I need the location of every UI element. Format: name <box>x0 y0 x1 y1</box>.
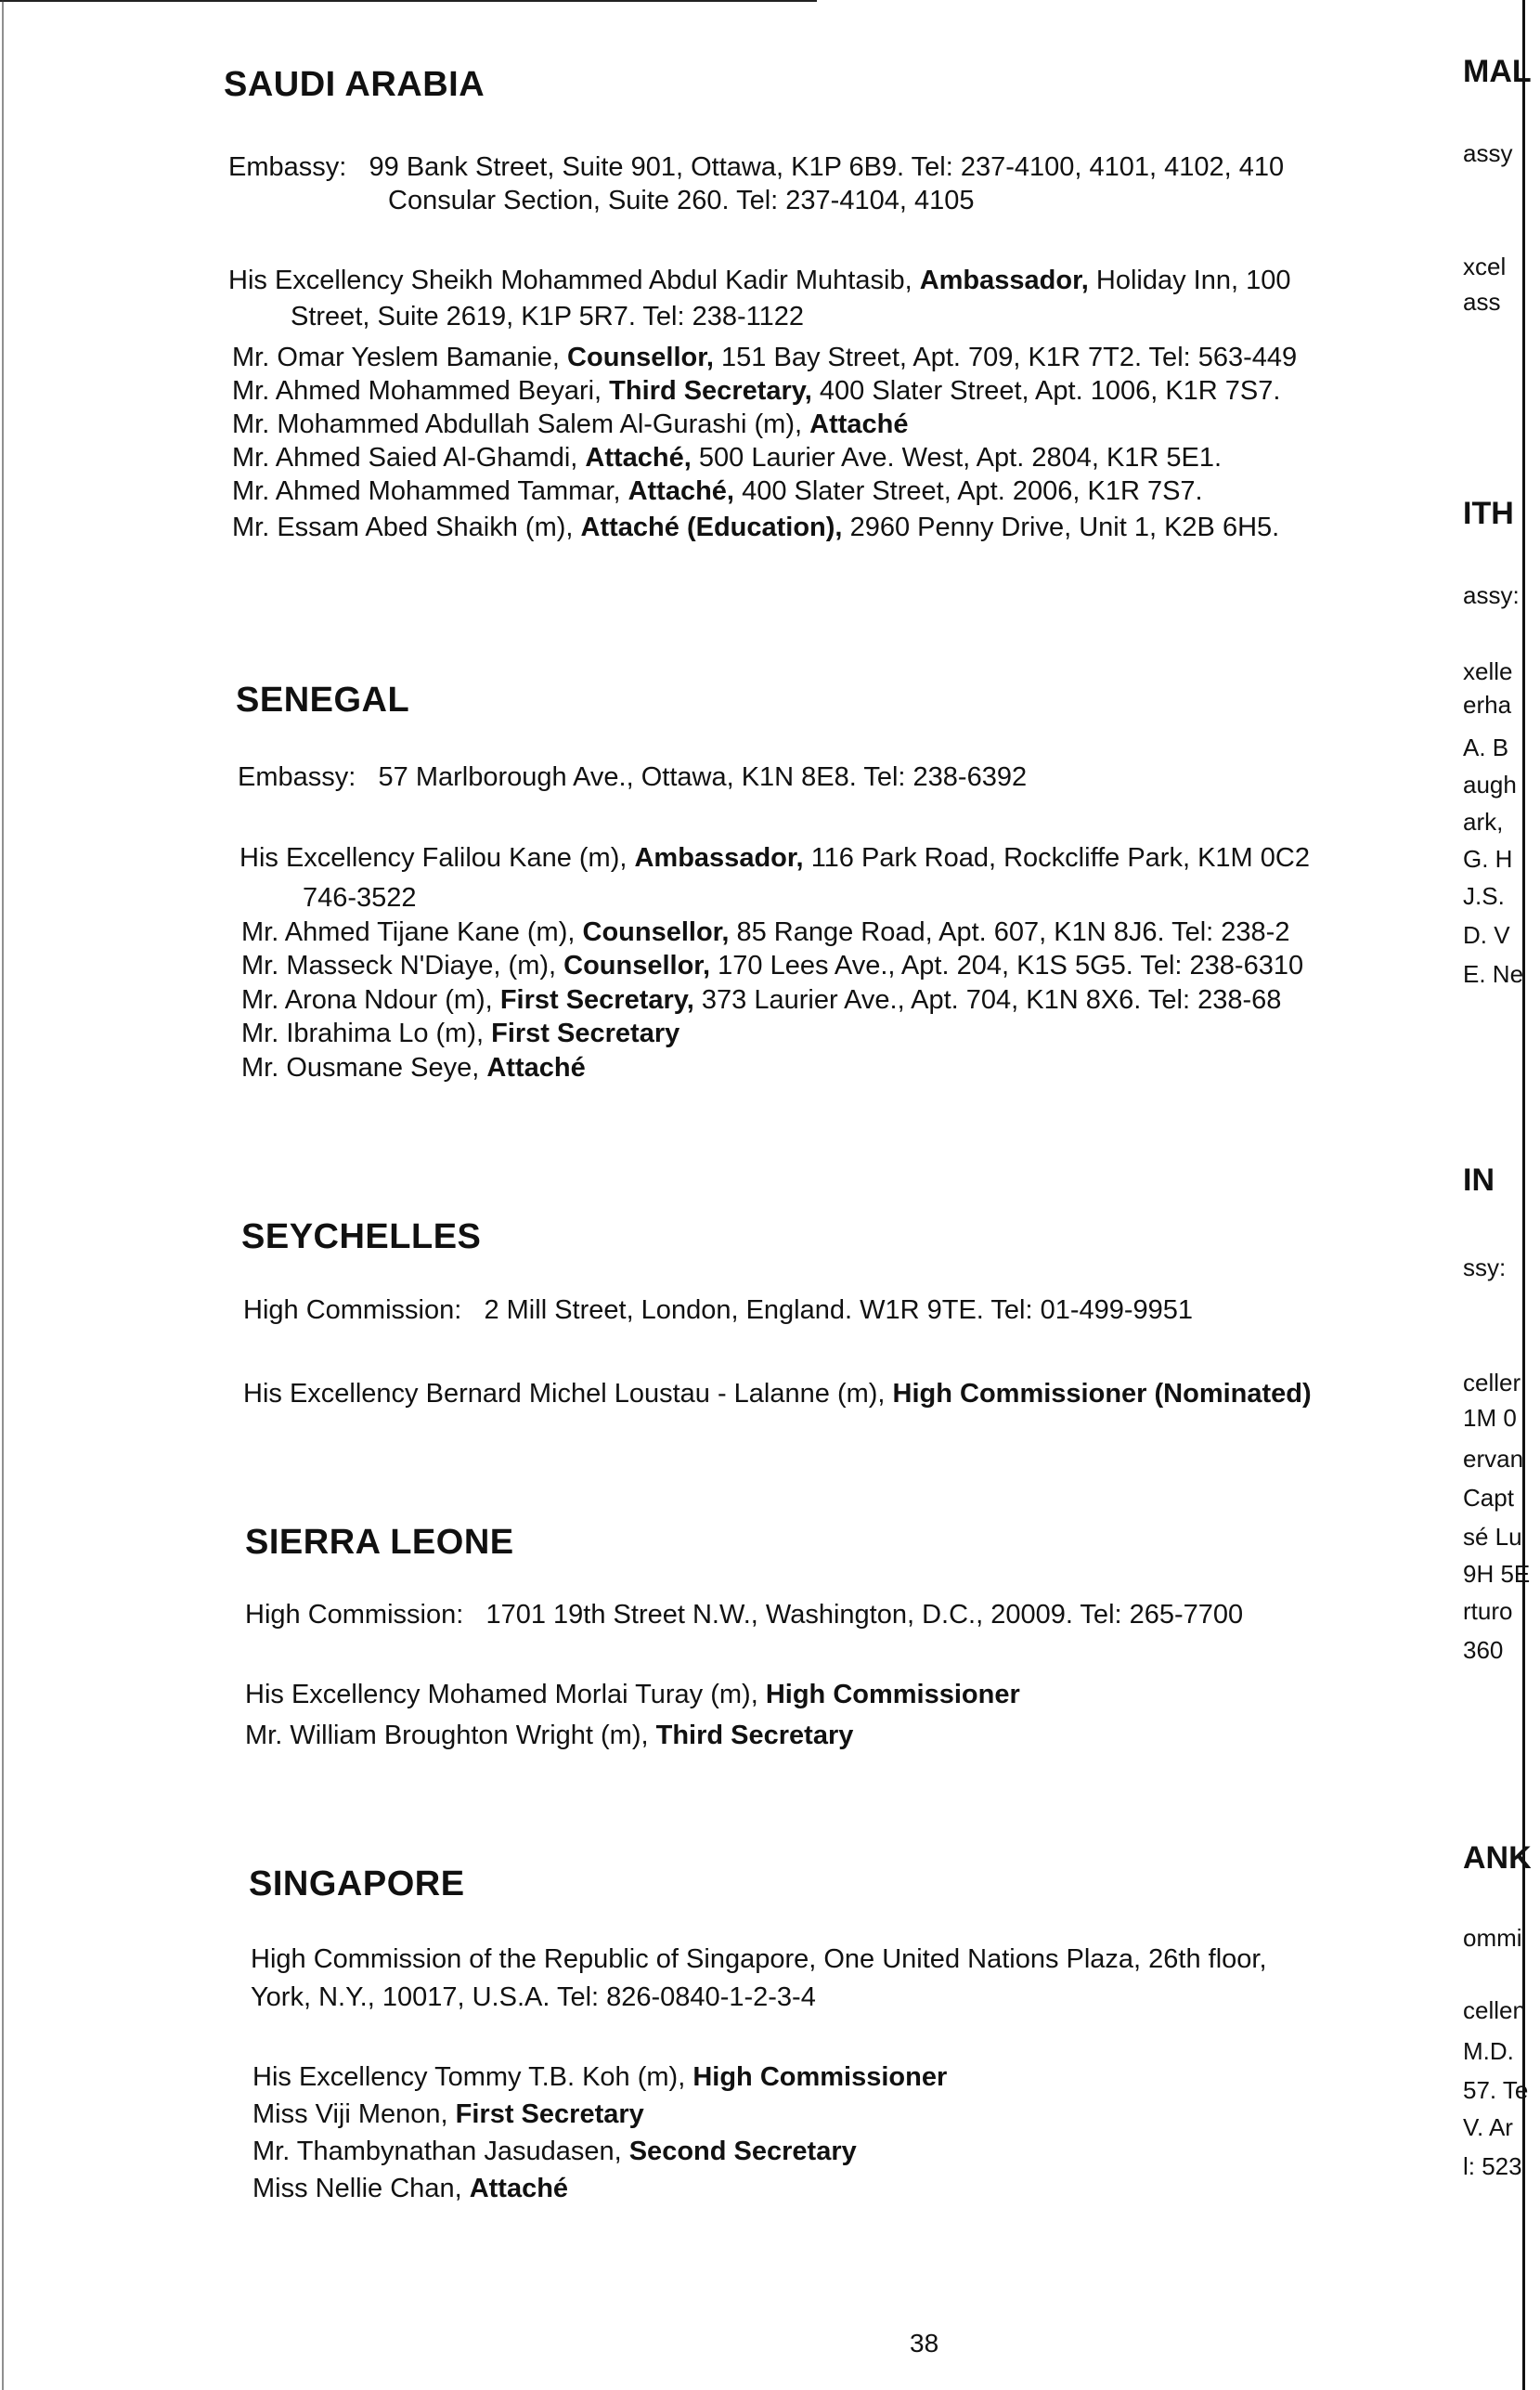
person-title: Second Secretary <box>628 2137 857 2166</box>
gutter-fragment: xelle <box>1463 657 1513 685</box>
person-name: His Excellency Mohamed Morlai Turay (m), <box>245 1680 758 1709</box>
person-address: Holiday Inn, 100 <box>1095 266 1291 295</box>
person-title: Attaché (Education), <box>580 513 843 542</box>
commission-label: High Commission: <box>245 1600 464 1630</box>
gutter-fragment: 9H 5E <box>1463 1560 1531 1588</box>
gutter-fragment: xcel <box>1463 253 1507 280</box>
sierra-leone-commission-line <box>245 1599 1243 1630</box>
person-name: His Excellency Tommy T.B. Koh (m), <box>252 2062 686 2092</box>
gutter-fragment: A. B <box>1463 734 1509 761</box>
commission-address: 1701 19th Street N.W., Washington, D.C., 20009. Tel: 265-7700 <box>485 1600 1244 1630</box>
person-title: Attaché <box>469 2174 569 2203</box>
person-address: 170 Lees Ave., Apt. 204, K1S 5G5. Tel: 238-6310 <box>718 951 1304 981</box>
person-address: 373 Laurier Ave., Apt. 704, K1N 8X6. Tel: 238-68 <box>701 985 1282 1015</box>
saudi-staff-line <box>232 475 1203 507</box>
saudi-staff-line <box>232 512 1279 543</box>
person-address: 500 Laurier Ave. West, Apt. 2804, K1R 5E1. <box>698 443 1223 473</box>
person-name: Mr. Ahmed Tijane Kane (m), <box>241 917 576 947</box>
senegal-staff-line <box>241 984 1281 1016</box>
person-title: Counsellor, <box>582 917 730 947</box>
gutter-fragment: ITH <box>1463 496 1514 531</box>
person-name: Mr. William Broughton Wright (m), <box>245 1721 649 1750</box>
person-name: Mr. Essam Abed Shaikh (m), <box>232 513 574 542</box>
country-heading-singapore: SINGAPORE <box>249 1864 465 1903</box>
country-heading-saudi-arabia: SAUDI ARABIA <box>224 65 485 104</box>
senegal-staff-line <box>241 1052 586 1084</box>
country-heading-seychelles: SEYCHELLES <box>241 1217 482 1256</box>
person-name: Miss Nellie Chan, <box>252 2174 462 2203</box>
commission-label: High Commission: <box>243 1295 462 1325</box>
gutter-fragment: V. Ar <box>1463 2113 1513 2141</box>
person-title: Third Secretary, <box>609 376 812 406</box>
gutter-rule <box>1522 0 1525 2390</box>
person-address: 2960 Penny Drive, Unit 1, K2B 6H5. <box>849 513 1280 542</box>
senegal-ambassador-line <box>239 842 1310 874</box>
person-address: 400 Slater Street, Apt. 1006, K1R 7S7. <box>819 376 1281 406</box>
gutter-fragment: G. H <box>1463 845 1513 873</box>
person-name: His Excellency Sheikh Mohammed Abdul Kadir Muhtasib, <box>228 266 912 295</box>
scan-left-edge <box>2 0 4 2390</box>
gutter-fragment: MAL <box>1463 54 1532 89</box>
gutter-fragment: E. Ne <box>1463 960 1524 988</box>
person-name: Miss Viji Menon, <box>252 2099 448 2129</box>
person-name: Mr. Ahmed Mohammed Beyari, <box>232 376 602 406</box>
person-title: High Commissioner <box>692 2062 948 2092</box>
gutter-fragment: ervan <box>1463 1445 1524 1473</box>
seychelles-commission-line <box>243 1294 1193 1326</box>
gutter-fragment: l: 523 <box>1463 2152 1522 2180</box>
senegal-staff-line <box>241 950 1303 981</box>
saudi-staff-line <box>232 442 1222 474</box>
gutter-fragment: ark, <box>1463 808 1504 836</box>
page-number: 38 <box>910 2329 939 2358</box>
adjacent-page-gutter <box>1459 0 1540 2390</box>
singapore-commissioner-line <box>252 2061 947 2093</box>
gutter-fragment: Capt <box>1463 1484 1514 1512</box>
person-title: First Secretary <box>491 1019 680 1048</box>
saudi-staff-line <box>232 342 1297 373</box>
gutter-fragment: assy <box>1463 139 1513 167</box>
person-name: Mr. Ibrahima Lo (m), <box>241 1019 485 1048</box>
singapore-staff-line <box>252 2136 857 2167</box>
senegal-staff-line <box>241 1018 679 1049</box>
person-title: Attaché, <box>585 443 692 473</box>
person-title: Third Secretary <box>655 1721 854 1750</box>
gutter-fragment: erha <box>1463 691 1512 719</box>
person-name: His Excellency Bernard Michel Loustau - Lalanne (m), <box>243 1379 886 1409</box>
gutter-fragment: augh <box>1463 771 1517 799</box>
gutter-fragment: ssy: <box>1463 1253 1507 1281</box>
person-name: Mr. Mohammed Abdullah Salem Al-Gurashi (m), <box>232 409 803 439</box>
scan-top-border <box>0 0 817 7</box>
gutter-fragment: 57. Te <box>1463 2076 1529 2104</box>
gutter-fragment: ass <box>1463 288 1501 316</box>
person-title: Ambassador, <box>919 266 1089 295</box>
gutter-fragment: D. V <box>1463 921 1510 949</box>
singapore-commission-address-cont: York, N.Y., 10017, U.S.A. Tel: 826-0840-1-2-3-4 <box>251 1982 816 2012</box>
person-title: First Secretary, <box>499 985 694 1015</box>
singapore-commission-line: High Commission of the Republic of Singapore, One United Nations Plaza, 26th floor, <box>251 1944 1267 1974</box>
person-address: 85 Range Road, Apt. 607, K1N 8J6. Tel: 238-2 <box>736 917 1290 947</box>
gutter-fragment: ommi <box>1463 1924 1522 1952</box>
person-name: Mr. Arona Ndour (m), <box>241 985 493 1015</box>
gutter-fragment: rturo <box>1463 1597 1513 1625</box>
gutter-fragment: cellen <box>1463 1996 1526 2024</box>
embassy-label: Embassy: <box>238 762 356 792</box>
person-name: His Excellency Falilou Kane (m), <box>239 843 628 873</box>
person-title: Counsellor, <box>563 951 711 981</box>
country-heading-sierra-leone: SIERRA LEONE <box>245 1523 514 1562</box>
person-title: Counsellor, <box>567 343 714 372</box>
saudi-ambassador-line <box>228 265 1291 296</box>
person-title: Attaché, <box>628 476 734 506</box>
person-name: Mr. Ahmed Mohammed Tammar, <box>232 476 621 506</box>
saudi-ambassador-address-cont: Street, Suite 2619, K1P 5R7. Tel: 238-1122 <box>291 302 804 331</box>
person-name: Mr. Masseck N'Diaye, (m), <box>241 951 557 981</box>
gutter-fragment: assy: <box>1463 581 1520 609</box>
senegal-embassy-line <box>238 761 1027 793</box>
person-title: Attaché <box>809 409 909 439</box>
person-title: High Commissioner <box>765 1680 1020 1709</box>
gutter-fragment: 360 <box>1463 1636 1504 1664</box>
senegal-ambassador-phone: 746-3522 <box>303 883 417 913</box>
person-name: Mr. Omar Yeslem Bamanie, <box>232 343 560 372</box>
sierra-leone-commissioner-line <box>245 1679 1020 1710</box>
seychelles-commissioner-line <box>243 1378 1312 1409</box>
sierra-leone-staff-line <box>245 1720 853 1751</box>
gutter-fragment: J.S. <box>1463 882 1505 910</box>
gutter-fragment: ANK <box>1463 1840 1532 1876</box>
person-name: Mr. Ahmed Saied Al-Ghamdi, <box>232 443 578 473</box>
person-title: Attaché <box>486 1053 586 1083</box>
person-address: 116 Park Road, Rockcliffe Park, K1M 0C2 <box>810 843 1310 873</box>
embassy-label: Embassy: <box>228 152 347 182</box>
person-address: 151 Bay Street, Apt. 709, K1R 7T2. Tel: 563-449 <box>721 343 1298 372</box>
gutter-fragment: sé Lu <box>1463 1523 1522 1551</box>
senegal-staff-line <box>241 916 1289 948</box>
saudi-embassy-line <box>228 151 1284 183</box>
embassy-address: 99 Bank Street, Suite 901, Ottawa, K1P 6B9. Tel: 237-4100, 4101, 4102, 410 <box>369 152 1285 182</box>
person-name: Mr. Thambynathan Jasudasen, <box>252 2137 622 2166</box>
person-name: Mr. Ousmane Seye, <box>241 1053 480 1083</box>
commission-address: 2 Mill Street, London, England. W1R 9TE. Tel: 01-499-9951 <box>484 1295 1194 1325</box>
person-title: High Commissioner (Nominated) <box>892 1379 1312 1409</box>
singapore-staff-line <box>252 2098 644 2130</box>
person-title: First Secretary <box>455 2099 644 2129</box>
gutter-fragment: 1M 0 <box>1463 1404 1517 1432</box>
saudi-consular-line: Consular Section, Suite 260. Tel: 237-4104, 4105 <box>388 186 975 215</box>
gutter-fragment: IN <box>1463 1163 1495 1198</box>
saudi-staff-line <box>232 409 908 440</box>
person-title: Ambassador, <box>634 843 804 873</box>
gutter-fragment: M.D. <box>1463 2037 1514 2065</box>
singapore-staff-line <box>252 2173 568 2204</box>
country-heading-senegal: SENEGAL <box>236 681 410 720</box>
person-address: 400 Slater Street, Apt. 2006, K1R 7S7. <box>742 476 1203 506</box>
saudi-staff-line <box>232 375 1280 407</box>
embassy-address: 57 Marlborough Ave., Ottawa, K1N 8E8. Tel: 238-6392 <box>378 762 1028 792</box>
gutter-fragment: celler <box>1463 1369 1521 1396</box>
